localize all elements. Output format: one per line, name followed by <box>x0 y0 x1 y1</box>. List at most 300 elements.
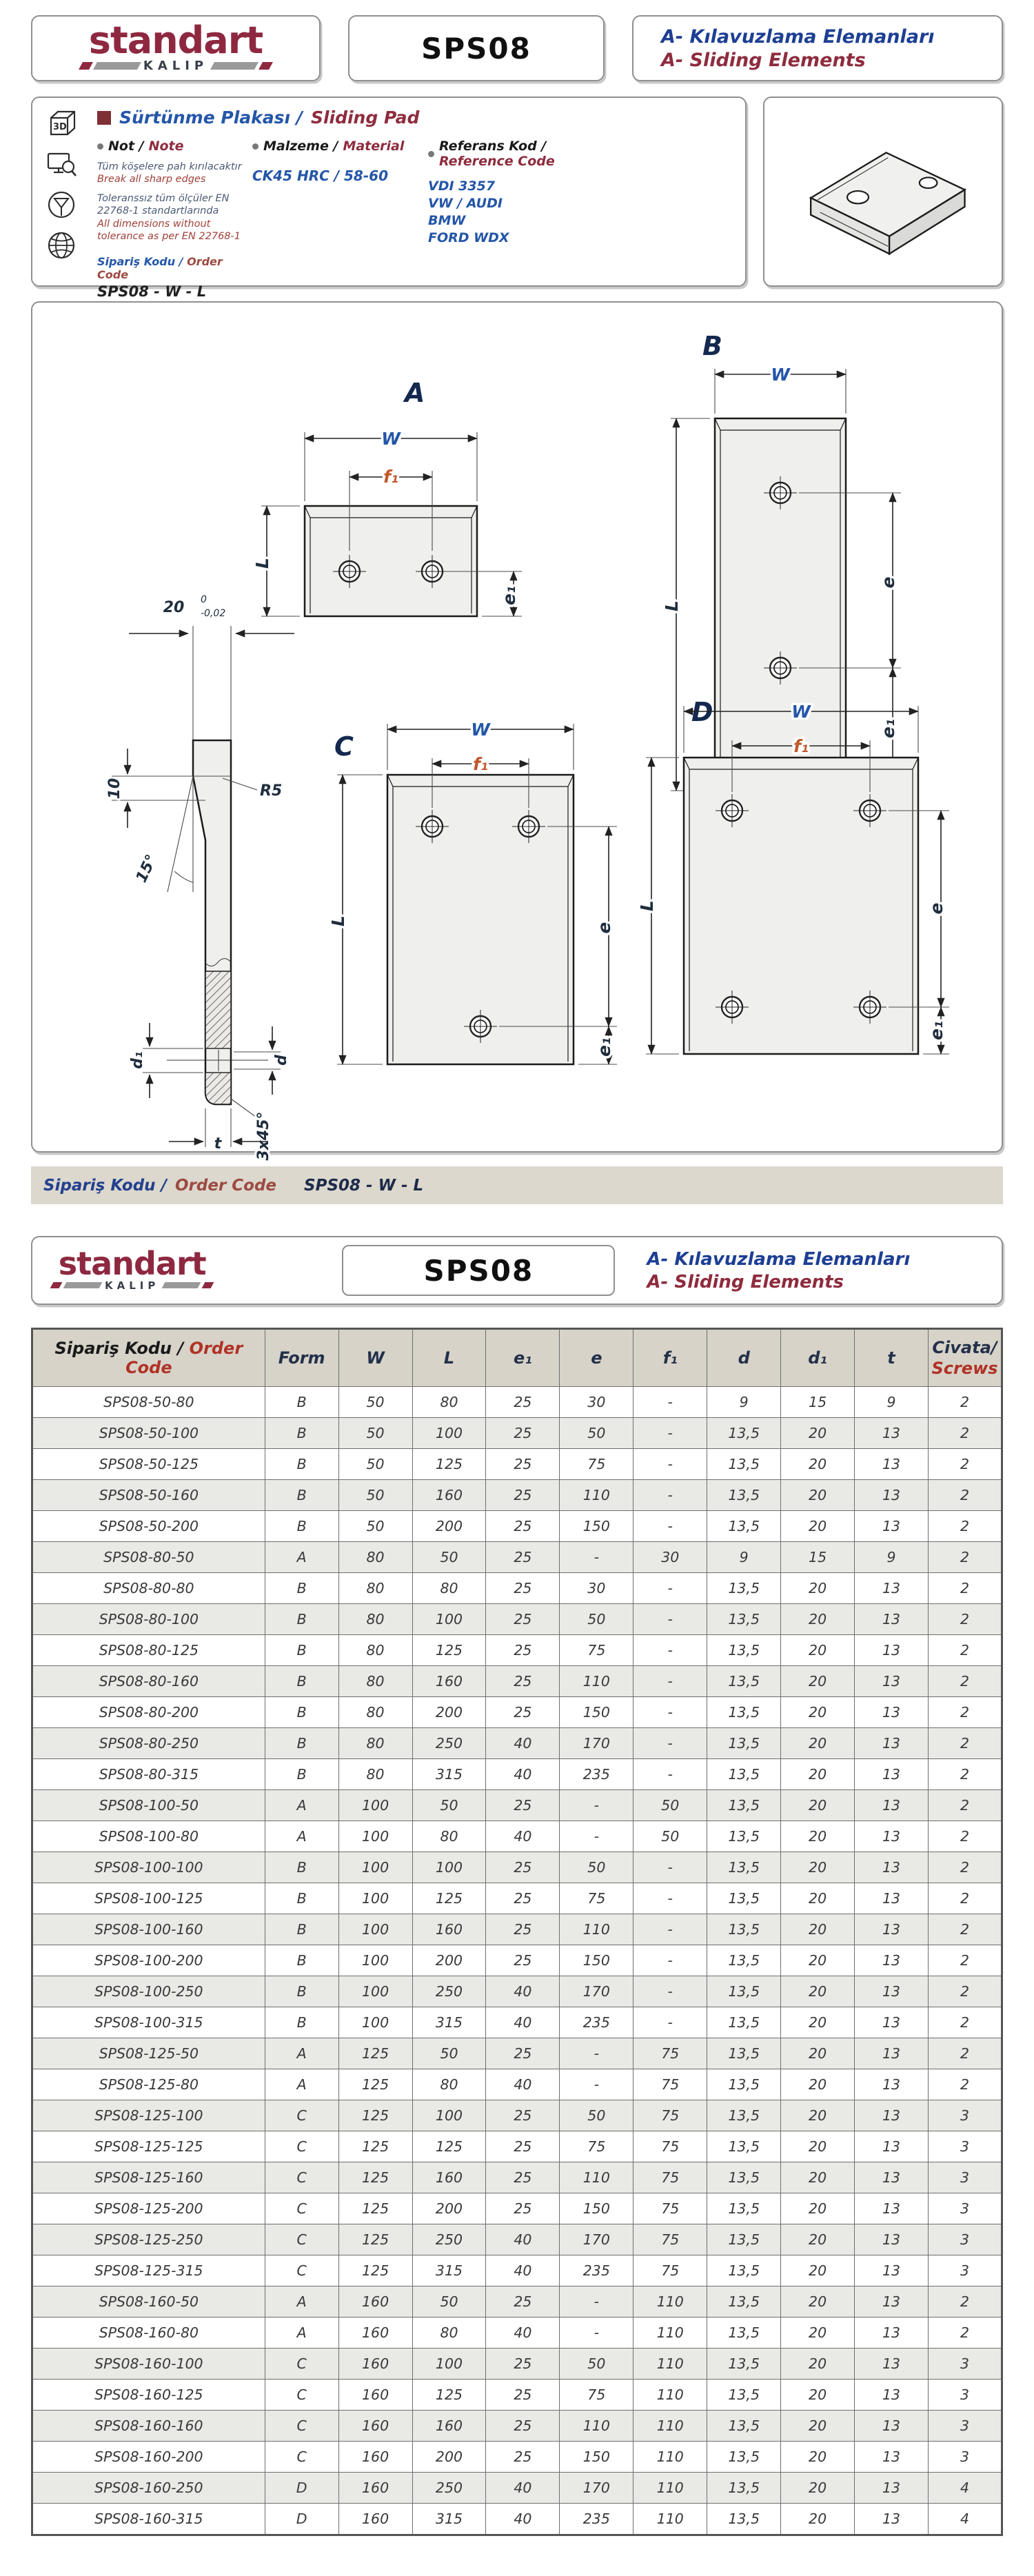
table-cell: 25 <box>486 2038 560 2069</box>
table-cell: 20 <box>781 2473 855 2504</box>
table-cell: 30 <box>560 1387 633 1418</box>
table-cell: C <box>265 2442 338 2473</box>
table-cell: 80 <box>338 1666 412 1697</box>
table-cell: 235 <box>560 2255 633 2286</box>
table-cell: C <box>265 2224 338 2255</box>
dim-d: d <box>273 1055 290 1066</box>
table-cell: - <box>633 1852 707 1883</box>
table-cell: 20 <box>781 1759 855 1790</box>
table-cell: 20 <box>781 2255 855 2286</box>
table-cell: 50 <box>338 1449 412 1480</box>
table-cell: 20 <box>781 2442 855 2473</box>
table-cell: A <box>265 2318 338 2349</box>
order-code-cell: SPS08-80-160 <box>32 1666 265 1697</box>
table-cell: - <box>633 1697 707 1728</box>
table-cell: 20 <box>781 1976 855 2007</box>
table-cell: 25 <box>486 1635 560 1666</box>
table-cell: 50 <box>412 1790 486 1821</box>
table-cell: - <box>560 1790 633 1821</box>
table-cell: 20 <box>781 1914 855 1945</box>
table-cell: 160 <box>338 2318 412 2349</box>
dim-l: L <box>637 900 657 911</box>
table-cell: 25 <box>486 1480 560 1511</box>
table-cell: C <box>265 2193 338 2224</box>
material-heading-tr: Malzeme / <box>263 139 338 154</box>
col-header-w: W <box>338 1329 412 1387</box>
table-cell: 13,5 <box>707 2473 781 2504</box>
table-cell: 20 <box>781 2193 855 2224</box>
table-cell: 13,5 <box>707 2255 781 2286</box>
table-cell: 2 <box>928 1821 1002 1852</box>
table-cell: 40 <box>486 2007 560 2038</box>
order-code-cell: SPS08-80-250 <box>32 1728 265 1759</box>
table-cell: 80 <box>412 1573 486 1604</box>
form-d-label: D <box>691 697 713 727</box>
col-header-d: d <box>707 1329 781 1387</box>
dim-tol-upper: 0 <box>201 594 207 605</box>
table-row <box>32 1728 1002 1759</box>
table-cell: 100 <box>412 1852 486 1883</box>
bullet-icon <box>252 143 258 150</box>
table-cell: 2 <box>928 1480 1002 1511</box>
table-cell: 13,5 <box>707 2038 781 2069</box>
col-header-e1: e₁ <box>486 1329 560 1387</box>
table-cell: 13,5 <box>707 2224 781 2255</box>
table-cell: B <box>265 1573 338 1604</box>
form-b-label: B <box>702 331 722 361</box>
technical-drawings-box <box>31 301 1003 1161</box>
brand-subtitle: KALIP <box>105 1279 160 1292</box>
order-code-cell: SPS08-160-160 <box>32 2411 265 2442</box>
table-cell: 150 <box>560 2193 633 2224</box>
dim-e1: e₁ <box>878 719 898 738</box>
reference-code: VW / AUDI <box>428 196 503 211</box>
info-box <box>31 97 747 300</box>
table-cell: C <box>265 2411 338 2442</box>
table-cell: 160 <box>338 2349 412 2380</box>
table-cell: 25 <box>486 1883 560 1914</box>
table-row <box>32 1945 1002 1976</box>
drawing-form-c <box>274 678 632 1161</box>
table-cell: 160 <box>412 1666 486 1697</box>
order-code-cell: SPS08-80-50 <box>32 1542 265 1573</box>
table-cell: 110 <box>633 2286 707 2318</box>
table-cell: 170 <box>560 1728 633 1759</box>
table-cell: 110 <box>633 2349 707 2380</box>
order-code-cell: SPS08-50-100 <box>32 1418 265 1449</box>
info-main <box>82 106 737 300</box>
category-title-tr: A- Kılavuzlama Elemanları <box>661 26 935 48</box>
table-cell: 75 <box>560 2380 633 2411</box>
table-cell: 20 <box>781 1790 855 1821</box>
table-cell: - <box>560 2038 633 2069</box>
dim-chamfer: 3x45° <box>255 1111 272 1161</box>
table-cell: 315 <box>412 2007 486 2038</box>
table-cell: 200 <box>412 2193 486 2224</box>
table-cell: 75 <box>633 2100 707 2131</box>
order-code-cell: SPS08-100-315 <box>32 2007 265 2038</box>
table-cell: 80 <box>338 1635 412 1666</box>
table-cell: 2 <box>928 1914 1002 1945</box>
order-code-cell: SPS08-160-125 <box>32 2380 265 2411</box>
dim-w: W <box>771 365 790 385</box>
table-cell: 25 <box>486 2162 560 2193</box>
table-cell: 50 <box>338 1387 412 1418</box>
table-cell: 2 <box>928 1759 1002 1790</box>
dim-radius: R5 <box>260 782 283 800</box>
table-cell: 100 <box>338 2007 412 2038</box>
table-cell: 13 <box>855 2286 929 2318</box>
table-cell: 125 <box>338 2038 412 2069</box>
table-cell: C <box>265 2100 338 2131</box>
table-cell: B <box>265 1728 338 1759</box>
table-cell: 50 <box>560 1418 633 1449</box>
table-cell: 75 <box>560 1635 633 1666</box>
table-cell: B <box>265 1945 338 1976</box>
table-cell: 80 <box>412 2069 486 2100</box>
table-cell: 13,5 <box>707 1604 781 1635</box>
table-cell: 150 <box>560 2442 633 2473</box>
table-cell: 13 <box>855 2224 929 2255</box>
band-maroon-left <box>50 1282 63 1288</box>
table-cell: 75 <box>633 2224 707 2255</box>
table-cell: 20 <box>781 1666 855 1697</box>
table-cell: 20 <box>781 2131 855 2162</box>
table-cell: 2 <box>928 2318 1002 2349</box>
brand-subtitle: KALIP <box>143 58 209 73</box>
table-cell: 75 <box>560 1883 633 1914</box>
order-code-cell: SPS08-125-100 <box>32 2100 265 2131</box>
table-cell: 40 <box>486 2504 560 2535</box>
table-cell: 160 <box>338 2473 412 2504</box>
dim-e: e <box>594 922 614 934</box>
dim-w: W <box>381 429 401 449</box>
dim-f1: f₁ <box>473 754 488 774</box>
table-cell: 40 <box>486 2069 560 2100</box>
table-cell: 25 <box>486 1573 560 1604</box>
table-cell: C <box>265 2380 338 2411</box>
order-code-cell: SPS08-160-250 <box>32 2473 265 2504</box>
table-cell: 80 <box>338 1542 412 1573</box>
table-cell: 150 <box>560 1511 633 1542</box>
table-cell: 75 <box>633 2255 707 2286</box>
table-cell: 9 <box>855 1387 929 1418</box>
table-cell: 3 <box>928 2380 1002 2411</box>
table-cell: 3 <box>928 2349 1002 2380</box>
table-cell: 13 <box>855 1976 929 2007</box>
table-row <box>32 1976 1002 2007</box>
table-row <box>32 1759 1002 1790</box>
table-cell: 160 <box>338 2286 412 2318</box>
table-cell: 75 <box>633 2069 707 2100</box>
dim-t: t <box>214 1135 222 1153</box>
table-cell: 20 <box>781 1883 855 1914</box>
screws-header-tr: Civata/ <box>932 1338 997 1357</box>
dim-d1: d₁ <box>129 1051 146 1069</box>
table-cell: 13 <box>855 2193 929 2224</box>
table-cell: 13,5 <box>707 1883 781 1914</box>
table-cell: A <box>265 2286 338 2318</box>
table-cell: A <box>265 1542 338 1573</box>
table-cell: 25 <box>486 1387 560 1418</box>
table-cell: - <box>560 2069 633 2100</box>
bullet-icon <box>97 143 103 150</box>
table-cell: 2 <box>928 1511 1002 1542</box>
table-cell: 20 <box>781 1604 855 1635</box>
table-cell: 2 <box>928 1604 1002 1635</box>
table-cell: 150 <box>560 1697 633 1728</box>
table-cell: 13,5 <box>707 1697 781 1728</box>
table-cell: 40 <box>486 2318 560 2349</box>
table-cell: 125 <box>338 2255 412 2286</box>
table-cell: 13,5 <box>707 1449 781 1480</box>
material-value: CK45 HRC / 58-60 <box>252 168 388 184</box>
table-cell: - <box>633 1914 707 1945</box>
reference-code: FORD WDX <box>428 230 509 245</box>
table-cell: 110 <box>633 2504 707 2535</box>
table-cell: 13,5 <box>707 1821 781 1852</box>
table-cell: 40 <box>486 1976 560 2007</box>
table-cell: B <box>265 1759 338 1790</box>
brand-logo <box>81 19 271 73</box>
table-cell: B <box>265 2007 338 2038</box>
table-cell: 20 <box>781 1573 855 1604</box>
table-cell: 13,5 <box>707 2007 781 2038</box>
brand-band <box>52 1279 212 1292</box>
table-cell: 13 <box>855 2473 929 2504</box>
order-code-value: SPS08 - W - L <box>97 283 207 300</box>
product-code: SPS08 <box>423 1253 534 1288</box>
table-row <box>32 1542 1002 1573</box>
table-cell: 25 <box>486 1542 560 1573</box>
table-cell: 125 <box>412 2131 486 2162</box>
order-code-label-en: Order Code <box>97 254 223 281</box>
table-cell: 50 <box>412 2286 486 2318</box>
col-header-screws <box>928 1329 1002 1387</box>
table-cell: 20 <box>781 1449 855 1480</box>
table-cell: 20 <box>781 1852 855 1883</box>
table-cell: 50 <box>560 1852 633 1883</box>
info-section <box>31 97 1003 300</box>
order-code-cell: SPS08-50-125 <box>32 1449 265 1480</box>
table-cell: 125 <box>338 2069 412 2100</box>
dim-w: W <box>471 720 490 740</box>
table-row <box>32 2069 1002 2100</box>
table-cell: - <box>633 1573 707 1604</box>
table-cell: 13 <box>855 2380 929 2411</box>
monitor-magnifier-icon <box>45 148 77 180</box>
tolerance-icon <box>45 189 77 221</box>
table-cell: B <box>265 1666 338 1697</box>
table-cell: 20 <box>781 1511 855 1542</box>
table-cell: 2 <box>928 2038 1002 2069</box>
table-cell: 110 <box>633 2442 707 2473</box>
table-cell: 13 <box>855 1573 929 1604</box>
table-cell: 20 <box>781 2411 855 2442</box>
table-cell: 13,5 <box>707 2286 781 2318</box>
form-a-label: A <box>405 378 425 408</box>
page-header-top <box>31 15 1003 81</box>
table-cell: 13,5 <box>707 2442 781 2473</box>
table-cell: - <box>633 1480 707 1511</box>
cube-3d-icon <box>45 108 77 139</box>
table-cell: 50 <box>633 1821 707 1852</box>
table-row <box>32 2318 1002 2349</box>
table-row <box>32 1387 1002 1418</box>
table-cell: 3 <box>928 2162 1002 2193</box>
table-cell: 20 <box>781 2007 855 2038</box>
table-cell: 25 <box>486 1945 560 1976</box>
table-cell: 13 <box>855 2318 929 2349</box>
table-cell: 40 <box>486 2255 560 2286</box>
table-cell: 13 <box>855 2100 929 2131</box>
table-cell: B <box>265 1914 338 1945</box>
table-cell: 13,5 <box>707 2193 781 2224</box>
dim-e1: e₁ <box>926 1021 946 1040</box>
table-cell: 40 <box>486 1759 560 1790</box>
table-cell: 13 <box>855 2504 929 2535</box>
table-cell: - <box>633 1418 707 1449</box>
order-bar-label-en: Order Code <box>174 1176 277 1195</box>
table-cell: B <box>265 1976 338 2007</box>
col-header-t: t <box>855 1329 929 1387</box>
table-row <box>32 2038 1002 2069</box>
table-row <box>32 2162 1002 2193</box>
table-cell: 100 <box>412 1418 486 1449</box>
table-cell: 25 <box>486 2131 560 2162</box>
table-cell: 20 <box>781 2349 855 2380</box>
order-code-cell: SPS08-160-315 <box>32 2504 265 2535</box>
bullet-icon <box>428 151 434 157</box>
table-cell: 13,5 <box>707 1728 781 1759</box>
table-cell: 160 <box>412 2162 486 2193</box>
order-code-cell: SPS08-50-160 <box>32 1480 265 1511</box>
table-cell: 125 <box>338 2193 412 2224</box>
table-cell: 125 <box>412 1635 486 1666</box>
table-cell: B <box>265 1697 338 1728</box>
table-cell: 250 <box>412 2224 486 2255</box>
table-cell: 200 <box>412 2442 486 2473</box>
table-cell: 100 <box>338 1945 412 1976</box>
table-cell: 110 <box>560 1914 633 1945</box>
table-cell: 13,5 <box>707 1976 781 2007</box>
table-cell: 20 <box>781 2162 855 2193</box>
order-code-cell: SPS08-80-100 <box>32 1604 265 1635</box>
table-cell: 125 <box>412 1883 486 1914</box>
order-header-tr: Sipariş Kodu / <box>54 1339 184 1358</box>
table-row <box>32 1573 1002 1604</box>
band-gray-left <box>63 1282 103 1288</box>
brand-wordmark: standart <box>58 1245 206 1283</box>
table-cell: 125 <box>338 2131 412 2162</box>
table-cell: 50 <box>560 2100 633 2131</box>
table-cell: 13 <box>855 1945 929 1976</box>
band-maroon-right <box>258 62 273 70</box>
order-code-cell: SPS08-100-200 <box>32 1945 265 1976</box>
svg-text:3D: 3D <box>53 122 67 132</box>
table-cell: 13,5 <box>707 1418 781 1449</box>
table-cell: 2 <box>928 1666 1002 1697</box>
table-cell: 110 <box>560 1666 633 1697</box>
table-cell: 160 <box>412 1914 486 1945</box>
col-header-order-code <box>32 1329 265 1387</box>
table-cell: B <box>265 1387 338 1418</box>
drawing-form-d <box>625 658 970 1154</box>
table-header-row <box>32 1329 1002 1387</box>
table-cell: 160 <box>412 1480 486 1511</box>
table-cell: 13,5 <box>707 2069 781 2100</box>
table-cell: 110 <box>633 2473 707 2504</box>
table-cell: 150 <box>560 1945 633 1976</box>
table-cell: 100 <box>338 1914 412 1945</box>
order-code-cell: SPS08-80-315 <box>32 1759 265 1790</box>
table-cell: 13 <box>855 2131 929 2162</box>
order-code-label-tr: Sipariş Kodu / <box>97 254 183 268</box>
table-cell: 13 <box>855 1790 929 1821</box>
table-row <box>32 1604 1002 1635</box>
table-cell: C <box>265 2349 338 2380</box>
table-cell: 9 <box>855 1542 929 1573</box>
table-cell: 13 <box>855 1883 929 1914</box>
table-row <box>32 1666 1002 1697</box>
table-cell: 2 <box>928 1697 1002 1728</box>
table-cell: 250 <box>412 2473 486 2504</box>
order-code-cell: SPS08-80-200 <box>32 1697 265 1728</box>
table-row <box>32 1511 1002 1542</box>
screws-header-en: Screws <box>931 1359 998 1378</box>
table-cell: 50 <box>338 1480 412 1511</box>
table-cell: - <box>560 2318 633 2349</box>
table-cell: 100 <box>412 2349 486 2380</box>
col-header-e: e <box>560 1329 633 1387</box>
order-code-cell: SPS08-50-80 <box>32 1387 265 1418</box>
table-row <box>32 2007 1002 2038</box>
table-cell: 20 <box>781 2286 855 2318</box>
table-cell: 125 <box>338 2100 412 2131</box>
table-cell: 15 <box>781 1542 855 1573</box>
table-cell: 2 <box>928 1449 1002 1480</box>
table-cell: 100 <box>338 1976 412 2007</box>
table-cell: 3 <box>928 2255 1002 2286</box>
table-row <box>32 1635 1002 1666</box>
table-cell: 80 <box>412 1387 486 1418</box>
table-cell: 13 <box>855 1480 929 1511</box>
dim-e1: e₁ <box>499 586 519 605</box>
table-cell: A <box>265 1790 338 1821</box>
table-cell: 75 <box>633 2193 707 2224</box>
band-maroon-left <box>79 62 93 70</box>
dim-tol-lower: -0,02 <box>201 608 226 619</box>
table-cell: 250 <box>412 1976 486 2007</box>
table-row <box>32 2442 1002 2473</box>
table-cell: 13,5 <box>707 1759 781 1790</box>
product-code-box <box>348 15 605 81</box>
table-cell: 15 <box>781 1387 855 1418</box>
table-cell: - <box>560 2286 633 2318</box>
table-cell: B <box>265 1604 338 1635</box>
band-gray-left <box>93 62 141 70</box>
table-cell: 4 <box>928 2473 1002 2504</box>
table-cell: 13 <box>855 2442 929 2473</box>
order-code-cell: SPS08-100-160 <box>32 1914 265 1945</box>
reference-block <box>428 139 737 300</box>
table-cell: 200 <box>412 1511 486 1542</box>
table-cell: 160 <box>412 2411 486 2442</box>
table-cell: 125 <box>412 1449 486 1480</box>
note-block <box>97 139 252 300</box>
table-cell: A <box>265 1821 338 1852</box>
table-cell: 315 <box>412 2255 486 2286</box>
